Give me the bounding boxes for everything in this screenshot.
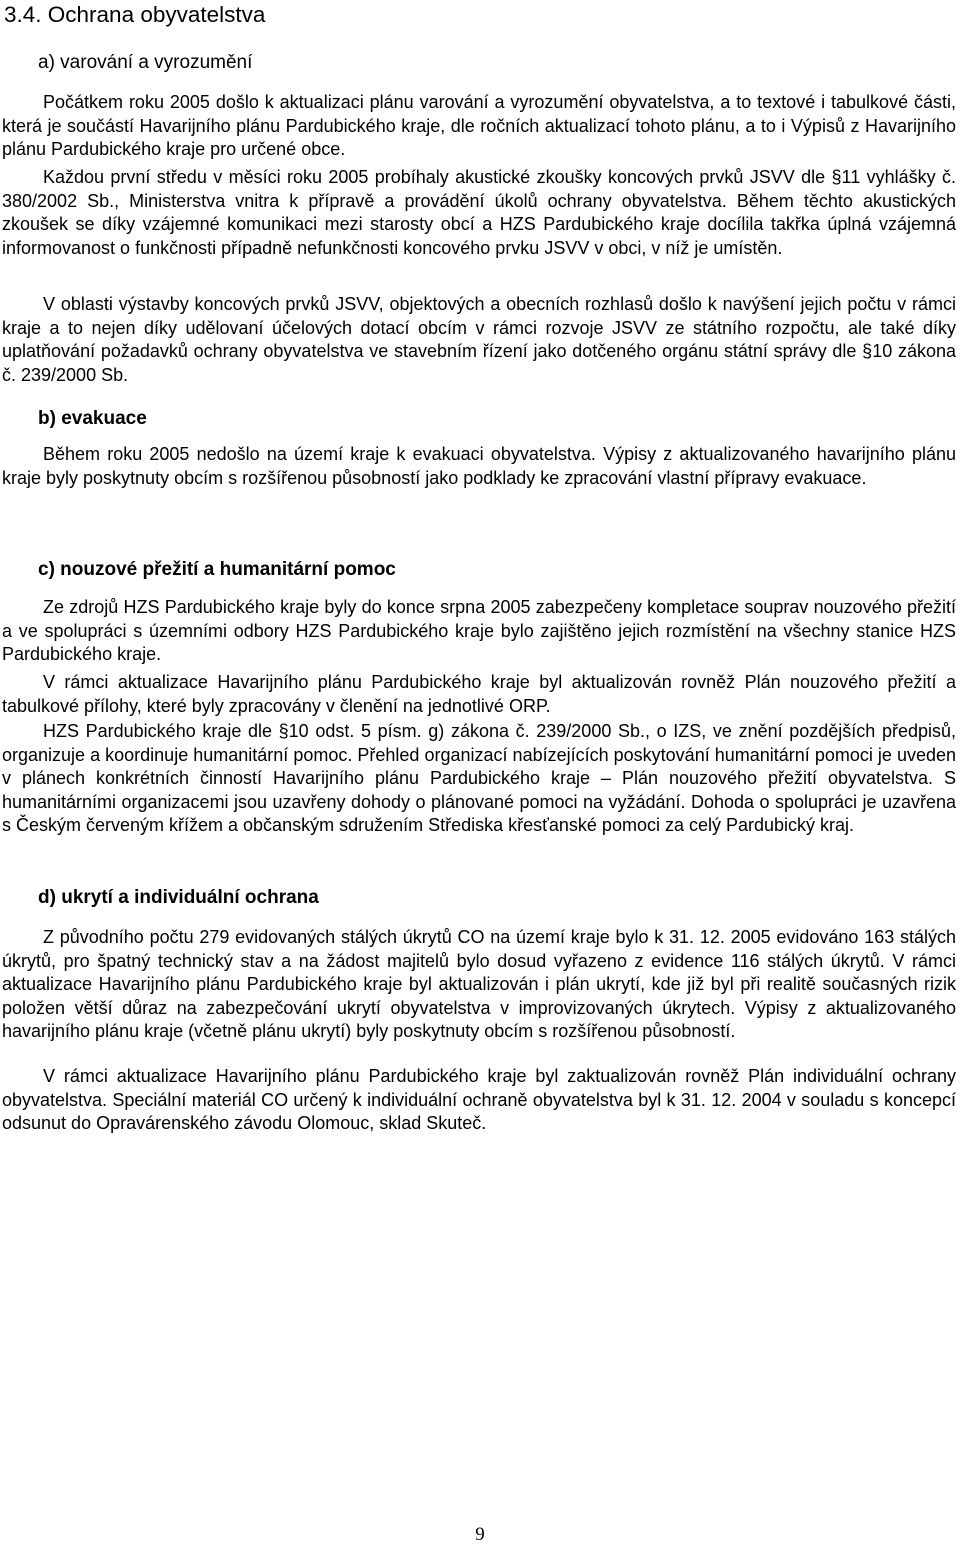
subsection-c-paragraph-1: Ze zdrojů HZS Pardubického kraje byly do konce srpna 2005 zabezpečeny kompletace souprav nouzového přežití a ve spolupráci s územními odbory HZS Pardubického kraje bylo zajištěno jejich rozmístění na všechny stanice HZS Pardubického kraje. [2,597,956,665]
page-number: 9 [475,1524,485,1545]
subsection-d-heading: d) ukrytí a individuální ochrana [38,887,319,908]
section-title: 3.4. Ochrana obyvatelstva [4,2,266,27]
subsection-d-paragraph-2: V rámci aktualizace Havarijního plánu Pardubického kraje byl zaktualizován rovněž Plán individuální ochrany obyvatelstva. Speciální materiál CO určený k individuální ochraně obyvatelstva byl k 31. 12. 2004 v souladu s koncepcí odsunut do Opravárenského závodu Olomouc, sklad Skuteč. [2,1066,956,1134]
subsection-a-paragraph-2: Každou první středu v měsíci roku 2005 probíhaly akustické zkoušky koncových prvků JSVV dle §11 vyhlášky č. 380/2002 Sb., Ministerstva vnitra k přípravě a provádění úkolů ochrany obyvatelstva. Během těchto akustických zkoušek se díky vzájemné komunikaci mezi starosty obcí a HZS Pardubického kraje docílila takřka úplná vzájemná informovanost o funkčnosti případně nefunkčnosti koncového prvku JSVV v obci, v níž je umístěn. [2,167,956,258]
subsection-a-paragraph-3: V oblasti výstavby koncových prvků JSVV, objektových a obecních rozhlasů došlo k navýšení jejich počtu v rámci kraje a to nejen díky udělovaní účelových dotací obcím v rámci rozvoje JSVV ze státního rozpočtu, ale také díky uplatňování požadavků ochrany obyvatelstva ve stavebním řízení jako dotčeného orgánu státní správy dle §10 zákona č. 239/2000 Sb. [2,294,956,385]
subsection-d-paragraph-1: Z původního počtu 279 evidovaných stálých úkrytů CO na území kraje bylo k 31. 12. 2005 evidováno 163 stálých úkrytů, pro špatný technický stav a na žádost majitelů bylo dosud vyřazeno z evidence 116 stálých úkrytů. V rámci aktualizace Havarijního plánu Pardubického kraje byl aktualizován i plán ukrytí, kde již byl při realitě současných rizik položen větší důraz na zabezpečování ukrytí obyvatelstva v improvizovaných úkrytech. Výpisy z aktualizovaného havarijního plánu kraje (včetně plánu ukrytí) byly poskytnuty obcím s rozšířenou působností. [2,927,956,1042]
subsection-b-heading: b) evakuace [38,408,147,429]
subsection-a-paragraph-1: Počátkem roku 2005 došlo k aktualizaci plánu varování a vyrozumění obyvatelstva, a to textové i tabulkové části, která je součástí Havarijního plánu Pardubického kraje, dle ročních aktualizací tohoto plánu, a to i Výpisů z Havarijního plánu Pardubického kraje pro určené obce. [2,92,956,160]
subsection-c-heading: c) nouzové přežití a humanitární pomoc [38,559,396,580]
subsection-b-paragraph-1: Během roku 2005 nedošlo na území kraje k evakuaci obyvatelstva. Výpisy z aktualizovaného havarijního plánu kraje byly poskytnuty obcím s rozšířenou působností jako podklady ke zpracování vlastní přípravy evakuace. [2,444,956,488]
subsection-c-paragraph-2: V rámci aktualizace Havarijního plánu Pardubického kraje byl aktualizován rovněž Plán nouzového přežití a tabulkové přílohy, které byly zpracovány v členění na jednotlivé ORP. [2,672,956,716]
subsection-c-paragraph-3: HZS Pardubického kraje dle §10 odst. 5 písm. g) zákona č. 239/2000 Sb., o IZS, ve znění pozdějších předpisů, organizuje a koordinuje humanitární pomoc. Přehled organizací nabízejících poskytování humanitární pomoci je uveden v plánech konkrétních činností Havarijního plánu Pardubického kraje – Plán nouzového přežití obyvatelstva. S humanitárními organizacemi jsou uzavřeny dohody o plánované pomoci na vyžádání. Dohoda o spolupráci je uzavřena s Českým červeným křížem a občanským sdružením Střediska křesťanské pomoci za celý Pardubický kraj. [2,721,956,836]
subsection-a-heading: a) varování a vyrozumění [38,52,253,73]
